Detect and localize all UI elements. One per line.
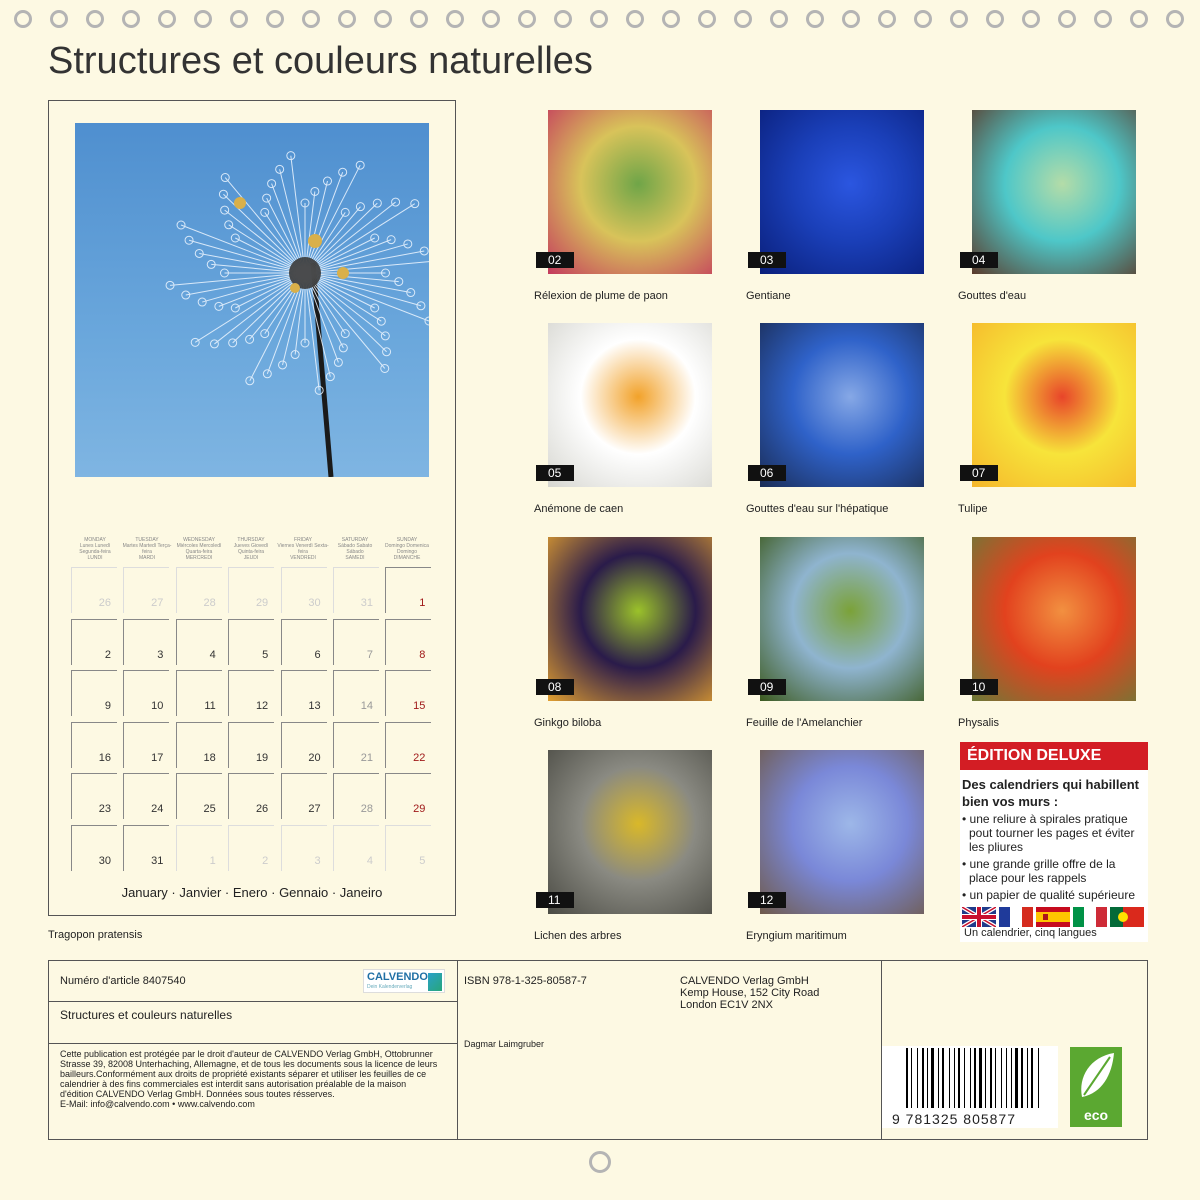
day-number: 20 xyxy=(308,751,321,764)
weekday-en: THURSDAY xyxy=(237,537,265,543)
deluxe-heading: ÉDITION DELUXE xyxy=(960,742,1148,770)
day-cell xyxy=(385,722,431,768)
calvendo-logo xyxy=(363,969,445,993)
day-cell xyxy=(228,567,274,613)
main-month-panel xyxy=(48,100,456,916)
day-number: 29 xyxy=(255,597,269,609)
binding-ring xyxy=(698,10,716,28)
day-number: 29 xyxy=(413,803,426,815)
day-cell xyxy=(176,773,222,819)
month-thumbnail-photo xyxy=(972,323,1136,487)
weekday-sub: Viernes Venerdì Sexta-feira xyxy=(277,543,329,555)
month-number-badge: 05 xyxy=(536,465,574,481)
month-thumbnail-photo xyxy=(760,110,924,274)
binding-ring xyxy=(158,10,176,28)
binding-ring xyxy=(986,10,1004,28)
binding-ring xyxy=(446,10,464,28)
month-number-badge: 04 xyxy=(960,252,998,268)
month-number-badge: 11 xyxy=(536,892,574,908)
day-cell xyxy=(281,670,327,716)
thumbnail-caption: Ginkgo biloba xyxy=(534,717,602,729)
day-cell xyxy=(333,670,379,716)
languages-note: Un calendrier, cinq langues xyxy=(964,927,1097,939)
deluxe-subtitle: Des calendriers qui habillent bien vos murs : xyxy=(962,777,1139,809)
day-cell xyxy=(123,773,169,819)
month-number-badge: 02 xyxy=(536,252,574,268)
day-cell xyxy=(333,619,379,665)
day-cell xyxy=(333,567,379,613)
thumbnail-caption: Lichen des arbres xyxy=(534,930,622,942)
day-cell xyxy=(71,722,117,768)
weekday-en: WEDNESDAY xyxy=(183,537,215,543)
barcode-digits: 9 781325 805877 xyxy=(892,1111,1016,1127)
weekday-en: TUESDAY xyxy=(135,537,159,543)
binding-ring xyxy=(734,10,752,28)
day-cell xyxy=(333,773,379,819)
weekday-en: MONDAY xyxy=(84,537,106,543)
day-cell xyxy=(228,825,274,871)
binding-ring xyxy=(1094,10,1112,28)
weekday-label xyxy=(121,537,173,561)
main-photo-dandelion-seedhead xyxy=(75,123,429,477)
day-cell xyxy=(281,825,327,871)
day-number: 31 xyxy=(360,597,373,609)
day-cell xyxy=(176,567,222,613)
day-cell xyxy=(228,773,274,819)
day-cell xyxy=(123,567,169,613)
day-cell xyxy=(281,722,327,768)
weekday-label xyxy=(329,537,381,561)
day-number: 18 xyxy=(203,751,216,764)
day-cell xyxy=(123,722,169,768)
day-number: 1 xyxy=(419,597,426,609)
day-number: 27 xyxy=(151,597,164,609)
month-thumbnail-photo xyxy=(548,750,712,914)
binding-ring xyxy=(14,10,32,28)
day-number: 9 xyxy=(104,700,111,712)
publisher-line: Kemp House, 152 City Road xyxy=(680,987,820,999)
binding-ring xyxy=(410,10,428,28)
language-flags xyxy=(960,905,1148,927)
binding-ring xyxy=(518,10,536,28)
binding-ring xyxy=(842,10,860,28)
day-number: 7 xyxy=(366,648,373,661)
day-number: 5 xyxy=(262,648,269,661)
thumbnail-caption: Eryngium maritimum xyxy=(746,930,847,942)
binding-ring xyxy=(194,10,212,28)
isbn: ISBN 978-1-325-80587-7 xyxy=(464,975,587,987)
thumbnail-caption: Feuille de l'Amelanchier xyxy=(746,717,863,729)
day-number: 4 xyxy=(366,854,373,867)
day-number: 26 xyxy=(98,597,111,609)
weekday-header xyxy=(69,537,433,561)
binding-ring xyxy=(1130,10,1148,28)
month-thumbnail-photo xyxy=(548,110,712,274)
day-cell xyxy=(281,567,327,613)
spain-flag-icon xyxy=(1036,907,1070,927)
binding-ring xyxy=(554,10,572,28)
day-number: 11 xyxy=(204,700,216,712)
month-number-badge: 12 xyxy=(748,892,786,908)
binding-ring xyxy=(302,10,320,28)
day-cell xyxy=(385,773,431,819)
month-names: January · Janvier · Enero · Gennaio · Janeiro xyxy=(121,885,383,900)
calendar-title: Structures et couleurs naturelles xyxy=(60,1008,233,1022)
month-thumbnail-photo xyxy=(760,750,924,914)
day-cell xyxy=(228,619,274,665)
thumbnail-caption: Physalis xyxy=(958,717,999,729)
day-cell xyxy=(385,619,431,665)
month-thumbnail-photo xyxy=(972,537,1136,701)
weekday-sub: Miércoles Mercoledì Quarta-feira xyxy=(176,543,222,555)
deluxe-edition-box xyxy=(960,742,1148,942)
weekday-sub: Lunes Lunedì Segunda-feira xyxy=(79,543,111,555)
day-number: 23 xyxy=(98,803,111,815)
month-thumbnail-photo xyxy=(548,323,712,487)
weekday-sub: Jueves Giovedì Quinta-feira xyxy=(233,543,269,555)
main-photo-caption: Tragopon pratensis xyxy=(48,929,143,941)
thumbnail-caption: Gouttes d'eau xyxy=(958,290,1027,302)
day-cell xyxy=(333,825,379,871)
weekday-label xyxy=(277,537,329,561)
binding-ring xyxy=(338,10,356,28)
binding-ring xyxy=(770,10,788,28)
calvendo-logo-tagline: Dein Kalenderverlag xyxy=(367,984,413,990)
france-flag-icon xyxy=(999,907,1033,927)
day-cell xyxy=(228,722,274,768)
day-cell xyxy=(123,670,169,716)
weekday-fr: MERCREDI xyxy=(185,555,213,561)
day-number: 31 xyxy=(151,854,164,867)
binding-ring xyxy=(374,10,392,28)
deluxe-feature-item: • un papier de qualité supérieure xyxy=(962,888,1135,902)
day-cell xyxy=(176,722,222,768)
day-number: 6 xyxy=(314,648,321,661)
deluxe-feature-item: • une grande grille offre de la place pour les rappels xyxy=(962,857,1116,885)
weekday-en: FRIDAY xyxy=(294,537,312,543)
binding-ring xyxy=(806,10,824,28)
day-cell xyxy=(176,619,222,665)
thumbnail-caption: Gentiane xyxy=(746,290,791,302)
hanging-ring xyxy=(589,1151,611,1173)
weekday-fr: VENDREDI xyxy=(290,555,316,561)
month-thumbnail-photo xyxy=(760,537,924,701)
weekday-fr: MARDI xyxy=(138,555,156,561)
day-number: 14 xyxy=(360,700,373,712)
day-number: 12 xyxy=(255,700,269,712)
day-number: 19 xyxy=(255,751,269,764)
month-number-badge: 07 xyxy=(960,465,998,481)
day-number: 30 xyxy=(98,854,111,867)
publisher-line: CALVENDO Verlag GmbH xyxy=(680,975,809,987)
binding-ring xyxy=(914,10,932,28)
day-number: 8 xyxy=(419,648,426,661)
portugal-flag-icon xyxy=(1110,907,1144,927)
thumbnail-caption: Anémone de caen xyxy=(534,503,624,515)
binding-ring xyxy=(230,10,248,28)
month-number-badge: 03 xyxy=(748,252,786,268)
binding-ring xyxy=(50,10,68,28)
day-cell xyxy=(71,773,117,819)
day-number: 5 xyxy=(419,854,426,867)
italy-flag-icon xyxy=(1073,907,1107,927)
thumbnail-caption: Tulipe xyxy=(958,503,988,515)
weekday-label xyxy=(69,537,121,561)
uk-flag-icon xyxy=(962,907,996,927)
day-cell xyxy=(385,670,431,716)
day-cell xyxy=(71,619,117,665)
day-cell xyxy=(71,825,117,871)
day-number: 10 xyxy=(151,700,164,712)
binding-ring xyxy=(482,10,500,28)
article-number: Numéro d'article 8407540 xyxy=(60,975,186,987)
barcode-bars xyxy=(882,1046,1058,1110)
binding-ring xyxy=(1166,10,1184,28)
weekday-sub: Sábado Sabato Sábado xyxy=(337,543,373,555)
day-number: 1 xyxy=(209,854,216,867)
month-number-badge: 09 xyxy=(748,679,786,695)
weekday-sub: Domingo Domenica Domingo xyxy=(385,543,429,555)
publisher-address xyxy=(680,975,819,1011)
day-cell xyxy=(176,670,222,716)
calvendo-logo-mark-icon xyxy=(428,973,442,991)
day-number: 30 xyxy=(308,597,321,609)
month-number-badge: 08 xyxy=(536,679,574,695)
day-number: 17 xyxy=(151,751,164,764)
binding-ring xyxy=(122,10,140,28)
weekday-label xyxy=(173,537,225,561)
day-cell xyxy=(385,825,431,871)
day-number: 2 xyxy=(104,648,111,661)
month-thumbnail-photo xyxy=(972,110,1136,274)
weekday-fr: LUNDI xyxy=(87,555,103,561)
weekday-en: SATURDAY xyxy=(341,537,369,543)
legal-notice xyxy=(60,1049,440,1109)
day-number: 16 xyxy=(98,751,111,764)
weekday-fr: SAMEDI xyxy=(345,555,365,561)
weekday-en: SUNDAY xyxy=(396,537,418,543)
binding-ring xyxy=(626,10,644,28)
thumbnail-caption: Gouttes d'eau sur l'hépatique xyxy=(746,503,889,515)
month-thumbnail-photo xyxy=(760,323,924,487)
day-cell xyxy=(281,619,327,665)
day-number: 22 xyxy=(413,751,426,764)
day-number: 28 xyxy=(360,803,373,815)
day-number: 25 xyxy=(203,803,216,815)
binding-ring xyxy=(662,10,680,28)
calvendo-logo-name: CALVENDO xyxy=(367,971,428,983)
eco-text: eco xyxy=(1083,1107,1109,1123)
day-number: 15 xyxy=(413,700,426,712)
day-cell xyxy=(123,825,169,871)
day-cell xyxy=(385,567,431,613)
binding-ring xyxy=(590,10,608,28)
thumbnail-caption: Rélexion de plume de paon xyxy=(534,290,668,302)
day-number: 26 xyxy=(255,803,269,815)
day-cell xyxy=(333,722,379,768)
day-number: 28 xyxy=(203,597,216,609)
day-number: 4 xyxy=(209,648,216,661)
day-number: 24 xyxy=(151,803,164,815)
author-name: Dagmar Laimgruber xyxy=(464,1039,545,1049)
day-number: 27 xyxy=(308,803,321,815)
weekday-label xyxy=(381,537,433,561)
eco-label xyxy=(1070,1047,1122,1127)
binding-ring xyxy=(86,10,104,28)
leaf-icon xyxy=(1070,1047,1122,1103)
day-number: 3 xyxy=(157,648,164,661)
weekday-label xyxy=(225,537,277,561)
day-cell xyxy=(123,619,169,665)
publisher-line: London EC1V 2NX xyxy=(680,999,773,1011)
day-number: 21 xyxy=(360,751,373,764)
day-cell xyxy=(71,670,117,716)
day-number: 13 xyxy=(308,700,321,712)
deluxe-feature-item: • une reliure à spirales pratique pout tourner les pages et éviter les pliures xyxy=(962,812,1135,854)
page-title: Structures et couleurs naturelles xyxy=(48,40,593,82)
day-cell xyxy=(228,670,274,716)
binding-ring xyxy=(878,10,896,28)
weekday-sub: Martes Martedì Terça-feira xyxy=(122,543,172,555)
spiral-binding xyxy=(14,10,1194,30)
day-cell xyxy=(176,825,222,871)
binding-ring xyxy=(1058,10,1076,28)
weekday-fr: JEUDI xyxy=(243,555,259,561)
day-number: 2 xyxy=(262,854,269,867)
seedhead-illustration xyxy=(75,123,429,477)
day-cell xyxy=(71,567,117,613)
month-number-badge: 10 xyxy=(960,679,998,695)
month-thumbnail-photo xyxy=(548,537,712,701)
contact-line: E-Mail: info@calvendo.com • www.calvendo.com xyxy=(60,1099,255,1109)
binding-ring xyxy=(950,10,968,28)
binding-ring xyxy=(1022,10,1040,28)
deluxe-feature-list xyxy=(960,812,1148,902)
day-number: 3 xyxy=(314,854,321,867)
legal-text: Cette publication est protégée par le droit d'auteur de CALVENDO Verlag GmbH, Ottobrunner Strasse 39, 82008 Unterhaching, Allemagne, et de tous les documents sous la licence de leurs bailleurs.Conformément aux droits de propriété existants séparer et utiliser les feuilles de ce calendrier à des fins commerciales est interdit sans autorisation préalable de la maison d'édition CALVENDO Verlag GmbH. Données sous toutes résserves. xyxy=(60,1049,438,1099)
isbn-barcode xyxy=(882,1046,1058,1128)
month-number-badge: 06 xyxy=(748,465,786,481)
day-cell xyxy=(281,773,327,819)
weekday-fr: DIMANCHE xyxy=(393,555,421,561)
binding-ring xyxy=(266,10,284,28)
